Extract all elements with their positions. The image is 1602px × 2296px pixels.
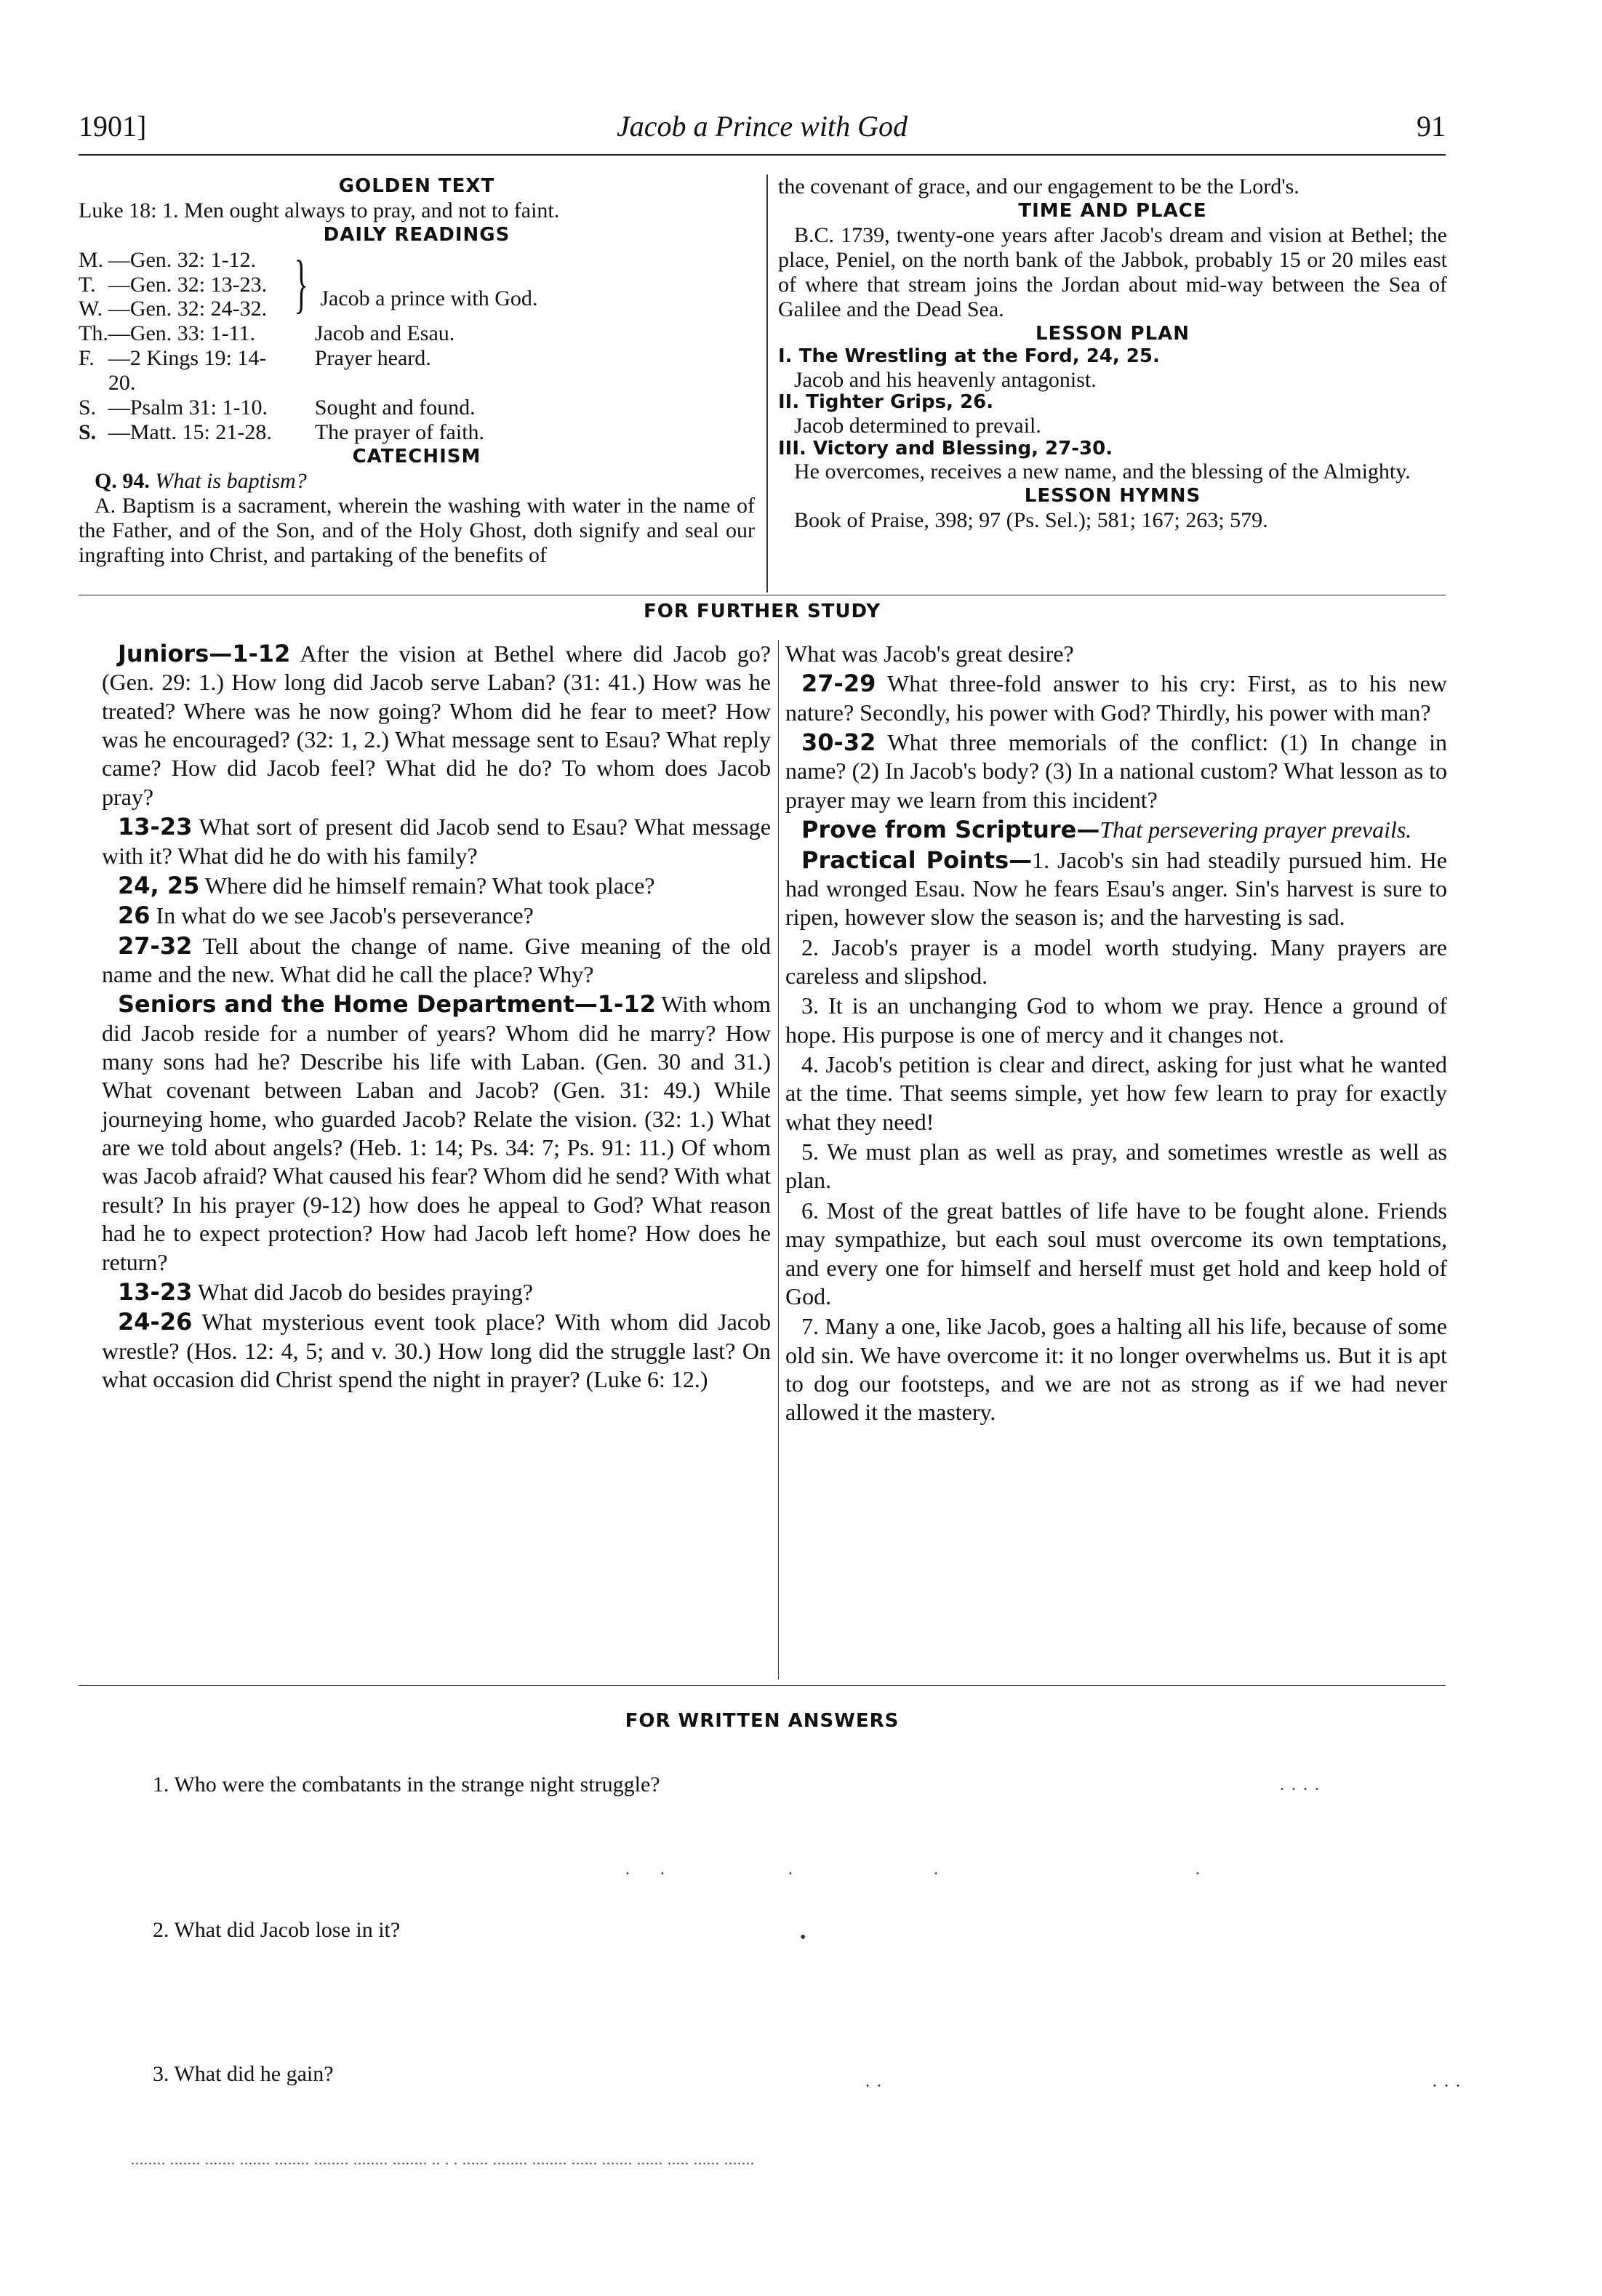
practical-point (785, 846, 1447, 932)
study-item (102, 813, 771, 870)
answer-dots: . . . (1433, 2072, 1462, 2091)
reading-title: Sought and found. (314, 395, 476, 420)
prove-text: That persevering prayer prevails. (1100, 816, 1412, 843)
plan-heading: II. Tighter Grips, 26. (778, 391, 994, 414)
page-number: 91 (1417, 110, 1446, 143)
answer-dots: . . (865, 2072, 883, 2091)
question-number: Q. 94. (95, 469, 150, 494)
study-item (102, 872, 771, 900)
reading-brace-cell (290, 248, 538, 322)
study-item (102, 640, 771, 811)
question-text: What is baptism? (155, 469, 307, 494)
answer-dots: • (800, 1928, 808, 1947)
written-question: 2. What did Jacob lose in it? (153, 1918, 401, 1942)
reading-ref: —2 Kings 19: 14-20. (108, 346, 267, 396)
answer-dots: . . . . . (625, 1860, 1201, 1879)
study-text: After the vision at Bethel where did Jacob go? (Gen. 29: 1.) How long did Jacob serve Laban? (31: 41.) How was he treated? Where was he now going? Whom did he fear to meet? How was he encouraged? (32: 1, 2.) What message sent to Esau? What reply came? How did Jacob feel? What did he do? To whom does Jacob pray? (102, 641, 771, 810)
study-item (102, 1278, 771, 1306)
practical-text: 1. Jacob's sin had steadily pursued him. He had wronged Esau. Now he fears Esau's anger. Sin's harvest is sure to ripen, however slow the season is; and the harvesting is sad. (785, 846, 1448, 931)
top-left-column (79, 174, 755, 568)
reading-row (79, 248, 537, 273)
study-text: With whom did Jacob reside for a number of years? Whom did he marry? How many sons had he? Describe his life with Laban. (Gen. 30 and 31.) What covenant between Laban and Jacob? (Gen. 31: 49.) While journeying home, who guarded Jacob? Relate the vision. (32: 1.) What are we told about angels? (Heb. 1: 14; Ps. 34: 7; Ps. 91: 11.) Of whom was Jacob afraid? What caused his fear? Whom did he send? With what result? In his prayer (9-12) how does he appeal to God? What reason had he to expect protection? How had Jacob left home? How does he return? (102, 991, 772, 1275)
study-text: In what do we see Jacob's perseverance? (150, 902, 534, 929)
further-study-heading: FOR FURTHER STUDY (643, 601, 881, 622)
study-item (102, 902, 771, 930)
header-year: 1901] (79, 110, 147, 143)
time-place-text: B.C. 1739, twenty-one years after Jacob's dream and vision at Bethel; the place, Peniel, on the north bank of the Jabbok, probably 15 or 20 miles east of where that stream joins the Jordan about mid-way between the Sea of Galilee and the Dead Sea. (778, 223, 1447, 321)
reading-title: Jacob and Esau. (314, 321, 455, 346)
lesson-hymns-heading: LESSON HYMNS (1024, 485, 1201, 507)
study-label: 24-26 (118, 1308, 193, 1336)
reading-ref: —Gen. 32: 13-23. (108, 272, 268, 297)
column-divider-study (778, 640, 779, 1679)
answer-dots: ........ ....... ....... ....... ........ ........ ........ ........ .. . . ...... ........ ........ ...... ....... ...... ..... ...... ....... (131, 2152, 755, 2168)
catechism-heading: CATECHISM (352, 445, 481, 467)
study-label: 26 (118, 902, 151, 930)
prove-from-scripture (785, 816, 1447, 844)
practical-point: 6. Most of the great battles of life have to be fought alone. Friends may sympathize, but each soul must overcome its own temptations, and every one for himself and herself must get hold and keep hold of God. (785, 1197, 1447, 1309)
daily-readings-heading: DAILY READINGS (323, 224, 510, 246)
brace-icon: } (294, 248, 308, 321)
written-question: 1. Who were the combatants in the strange night struggle? (153, 1773, 660, 1797)
reading-ref: —Gen. 32: 24-32. (108, 297, 268, 321)
reading-ref: —Psalm 31: 1-10. (108, 395, 268, 420)
study-text: What sort of present did Jacob send to Esau? What message with it? What did he do with his family? (102, 814, 771, 869)
written-answers-heading: FOR WRITTEN ANSWERS (625, 1710, 900, 1732)
plan-sub: Jacob and his heavenly antagonist. (794, 367, 1097, 392)
plan-heading: I. The Wrestling at the Ford, 24, 25. (778, 345, 1160, 368)
reading-day: S. (79, 420, 97, 444)
reading-day: Th. (79, 321, 108, 346)
further-study-left-column (102, 640, 771, 1395)
study-text: What three memorials of the conflict: (1) In change in name? (2) In Jacob's body? (3) In a national custom? What lesson as to prayer may we learn from this incident? (785, 729, 1447, 813)
further-study-right-column (785, 640, 1447, 1429)
study-text: Where did he himself remain? What took place? (199, 872, 655, 899)
reading-title: The prayer of faith. (314, 420, 485, 444)
practical-point: 7. Many a one, like Jacob, goes a halting all his life, because of some old sin. We have overcome it: it no longer overwhelms us. But it is apt to dog our footsteps, and we are not as strong as if we had never allowed it the mastery. (785, 1313, 1447, 1426)
reading-day: F. (79, 346, 95, 371)
practical-label: Practical Points— (801, 846, 1033, 874)
column-divider-top (766, 174, 768, 593)
reading-ref: —Gen. 33: 1-11. (108, 321, 256, 346)
study-item (102, 932, 771, 990)
reading-day: M. (79, 247, 104, 272)
catechism-continuation: the covenant of grace, and our engagement to be the Lord's. (778, 174, 1299, 198)
study-item (102, 1308, 771, 1394)
practical-point: 3. It is an unchanging God to whom we pray. Hence a ground of hope. His purpose is one of mercy and it changes not. (785, 992, 1447, 1048)
plan-sub: He overcomes, receives a new name, and the blessing of the Almighty. (794, 459, 1411, 484)
time-place-heading: TIME AND PLACE (1018, 199, 1207, 222)
top-right-column (778, 174, 1447, 533)
reading-row (79, 396, 537, 420)
study-text: What mysterious event took place? With whom did Jacob wrestle? (Hos. 12: 4, 5; and v. 30.) How long did the struggle last? On what occasion did Christ spend the night in prayer? (Luke 6: 12.) (102, 1309, 771, 1392)
study-item (102, 990, 771, 1277)
running-head (79, 109, 1446, 153)
answer-dots: . . . . (1280, 1775, 1321, 1794)
study-label: 27-32 (118, 931, 193, 960)
section-rule (79, 1685, 1446, 1686)
catechism-question (79, 469, 755, 494)
header-rule (79, 154, 1446, 156)
reading-title: Prayer heard. (314, 346, 431, 371)
reading-row (79, 321, 537, 346)
reading-day: S. (79, 395, 97, 420)
lesson-hymns-text: Book of Praise, 398; 97 (Ps. Sel.); 581; 167; 263; 579. (794, 508, 1268, 533)
practical-point: 2. Jacob's prayer is a model worth studying. Many prayers are careless and slipshod. (785, 934, 1447, 989)
prove-label: Prove from Scripture— (801, 816, 1100, 844)
study-item (785, 670, 1447, 727)
study-label: 30-32 (801, 728, 876, 757)
written-question: 3. What did he gain? (153, 2062, 334, 2086)
study-text: Tell about the change of name. Give meaning of the old name and the new. What did he call the place? Why? (102, 932, 771, 987)
reading-ref: —Gen. 32: 1-12. (108, 247, 257, 272)
daily-readings-table (79, 248, 537, 445)
reading-ref: —Matt. 15: 21-28. (108, 420, 272, 444)
study-label: Juniors—1-12 (118, 640, 291, 667)
study-label: 24, 25 (118, 871, 200, 899)
reading-day: W. (79, 297, 103, 321)
practical-point: 4. Jacob's petition is clear and direct, asking for just what he wanted at the time. That seems simple, yet how few learn to pray for exactly what they need! (785, 1051, 1447, 1135)
study-item (785, 728, 1447, 814)
reading-row (79, 346, 537, 396)
practical-point: 5. We must plan as well as pray, and sometimes wrestle as well as plan. (785, 1139, 1447, 1194)
study-intro: What was Jacob's great desire? (785, 641, 1074, 667)
study-label: 13-23 (118, 813, 193, 841)
lesson-plan-heading: LESSON PLAN (1035, 322, 1190, 345)
study-label: 13-23 (118, 1277, 193, 1306)
reading-day: T. (79, 272, 96, 297)
golden-text: Luke 18: 1. Men ought always to pray, and not to faint. (79, 198, 560, 223)
study-label: Seniors and the Home Department—1-12 (118, 990, 656, 1019)
plan-sub: Jacob determined to prevail. (794, 413, 1041, 438)
header-title: Jacob a Prince with God (617, 110, 908, 143)
study-text: What three-fold answer to his cry: First, as to his new nature? Secondly, his power with God? Thirdly, his power with man? (785, 670, 1447, 726)
reading-title: Jacob a prince with God. (320, 286, 538, 311)
study-text: What did Jacob do besides praying? (192, 1278, 533, 1305)
study-label: 27-29 (801, 670, 876, 698)
plan-heading: III. Victory and Blessing, 27-30. (778, 437, 1113, 459)
golden-text-heading: GOLDEN TEXT (338, 175, 495, 197)
catechism-answer: A. Baptism is a sacrament, wherein the washing with water in the name of the Father, and of the Son, and of the Holy Ghost, doth signify and seal our ingrafting into Christ, and partaking of the benefits of (79, 494, 755, 567)
reading-row (79, 420, 537, 445)
